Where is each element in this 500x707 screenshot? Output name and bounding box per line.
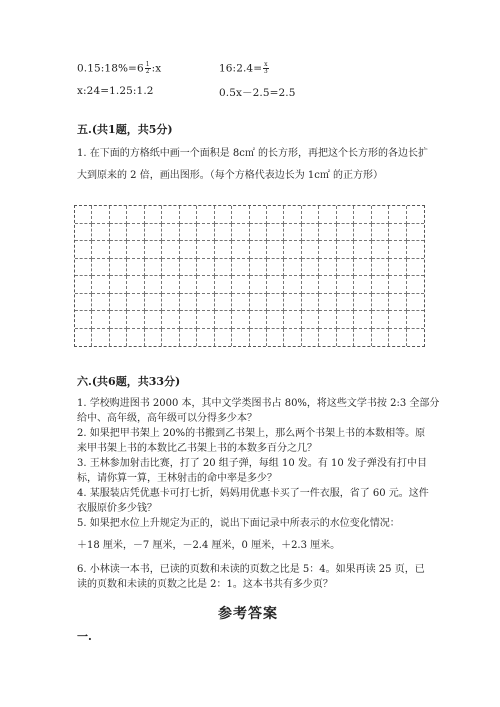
grid-cell[interactable] — [162, 259, 179, 277]
grid-cell[interactable] — [180, 311, 197, 329]
grid-cell[interactable] — [389, 259, 406, 277]
grid-cell[interactable] — [337, 329, 354, 347]
grid-cell[interactable] — [284, 259, 301, 277]
grid-cell[interactable] — [389, 276, 406, 294]
grid-cell[interactable] — [75, 329, 92, 347]
grid-cell[interactable] — [389, 206, 406, 224]
grid-cell[interactable] — [372, 224, 389, 242]
grid-cell[interactable] — [319, 276, 336, 294]
grid-cell[interactable] — [284, 224, 301, 242]
section-6-line-7: 4. 某服装店凭优惠卡可打七折，妈妈用优惠卡买了一件衣服，省了 60 元。这件 — [77, 488, 429, 499]
section-6-line-3: 2. 如果把甲书架上 20%的书搬到乙书架上，那么两个书架上书的本数相等。原 — [77, 428, 426, 439]
grid-cell[interactable] — [372, 259, 389, 277]
grid-cell[interactable] — [232, 294, 249, 312]
grid-cell[interactable] — [75, 259, 92, 277]
grid-cell[interactable] — [75, 224, 92, 242]
grid-cell[interactable] — [284, 294, 301, 312]
grid-cell[interactable] — [232, 224, 249, 242]
grid-cell[interactable] — [180, 259, 197, 277]
grid-cell[interactable] — [354, 224, 371, 242]
grid-cell[interactable] — [302, 224, 319, 242]
grid-cell[interactable] — [267, 241, 284, 259]
grid-cell[interactable] — [75, 241, 92, 259]
grid-paper[interactable] — [74, 205, 425, 347]
grid-cell[interactable] — [215, 294, 232, 312]
grid-cell[interactable] — [145, 329, 162, 347]
grid-cell[interactable] — [337, 206, 354, 224]
grid-cell[interactable] — [232, 311, 249, 329]
grid-cell[interactable] — [250, 294, 267, 312]
grid-cell[interactable] — [267, 294, 284, 312]
grid-cell[interactable] — [337, 241, 354, 259]
grid-cell[interactable] — [267, 311, 284, 329]
grid-cell[interactable] — [250, 206, 267, 224]
grid-cell[interactable] — [110, 206, 127, 224]
grid-cell[interactable] — [215, 276, 232, 294]
grid-cell[interactable] — [250, 311, 267, 329]
fraction-numerator: x — [264, 61, 268, 68]
section-6-question-6-line-1: 6. 小林读一本书，已读的页数和未读的页数之比是 5：4。如果再读 25 页，已 — [77, 564, 425, 575]
grid-cell[interactable] — [267, 206, 284, 224]
answers-title: 参考答案 — [218, 606, 278, 622]
grid-cell[interactable] — [267, 329, 284, 347]
section-6-question-6-line-2: 读的页数和未读的页数之比是 2：1。这本书共有多少页？ — [77, 579, 333, 590]
grid-cell[interactable] — [180, 276, 197, 294]
grid-cell[interactable] — [145, 259, 162, 277]
grid-cell[interactable] — [127, 294, 144, 312]
grid-cell[interactable] — [267, 276, 284, 294]
grid-cell[interactable] — [302, 241, 319, 259]
grid-cell[interactable] — [145, 276, 162, 294]
grid-cell[interactable] — [110, 259, 127, 277]
grid-cell[interactable] — [127, 206, 144, 224]
grid-cell[interactable] — [250, 224, 267, 242]
grid-cell[interactable] — [162, 241, 179, 259]
grid-cell[interactable] — [250, 276, 267, 294]
grid-cell[interactable] — [354, 206, 371, 224]
grid-cell[interactable] — [92, 329, 109, 347]
grid-cell[interactable] — [337, 311, 354, 329]
grid-cell[interactable] — [215, 259, 232, 277]
grid-cell[interactable] — [302, 329, 319, 347]
grid-cell[interactable] — [407, 276, 424, 294]
grid-cell[interactable] — [162, 294, 179, 312]
fraction-numerator: 1 — [145, 61, 150, 68]
section-6-line-6: 标，请你算一算，王林射击的命中率是多少？ — [77, 473, 277, 484]
grid-cell[interactable] — [197, 224, 214, 242]
section-6-line-5: 3. 王林参加射击比赛，打了 20 组子弹，每组 10 发。有 10 发子弹没有打中目 — [77, 458, 427, 469]
fraction-denominator: 3 — [263, 68, 268, 75]
grid-cell[interactable] — [302, 276, 319, 294]
grid-cell[interactable] — [250, 329, 267, 347]
grid-cell[interactable] — [232, 329, 249, 347]
grid-cell[interactable] — [319, 206, 336, 224]
grid-cell[interactable] — [232, 276, 249, 294]
grid-cell[interactable] — [407, 224, 424, 242]
grid-cell[interactable] — [407, 294, 424, 312]
grid-cell[interactable] — [354, 294, 371, 312]
section-6-line-8: 衣服原价多少钱？ — [77, 503, 157, 514]
grid-cell[interactable] — [92, 311, 109, 329]
grid-cell[interactable] — [407, 241, 424, 259]
grid-cell[interactable] — [197, 329, 214, 347]
grid-cell[interactable] — [92, 294, 109, 312]
grid-cell[interactable] — [250, 259, 267, 277]
grid-cell[interactable] — [215, 329, 232, 347]
grid-cell[interactable] — [407, 206, 424, 224]
grid-cell[interactable] — [110, 329, 127, 347]
grid-cell[interactable] — [354, 311, 371, 329]
grid-cell[interactable] — [127, 241, 144, 259]
grid-cell[interactable] — [127, 276, 144, 294]
grid-cell[interactable] — [372, 241, 389, 259]
grid-cell[interactable] — [180, 224, 197, 242]
grid-cell[interactable] — [267, 224, 284, 242]
grid-cell[interactable] — [354, 329, 371, 347]
grid-cell[interactable] — [162, 311, 179, 329]
grid-cell[interactable] — [302, 294, 319, 312]
grid-cell[interactable] — [197, 311, 214, 329]
equation-4: 0.5x－2.5=2.5 — [219, 87, 296, 99]
grid-cell[interactable] — [337, 224, 354, 242]
equation-2-left: 16:2.4= — [219, 62, 263, 75]
grid-cell[interactable] — [92, 224, 109, 242]
grid-cell[interactable] — [284, 329, 301, 347]
grid-cell[interactable] — [389, 241, 406, 259]
grid-cell[interactable] — [145, 294, 162, 312]
grid-cell[interactable] — [250, 241, 267, 259]
grid-cell[interactable] — [162, 206, 179, 224]
grid-cell[interactable] — [302, 206, 319, 224]
fraction-denominator: 2 — [145, 68, 150, 75]
fraction-one-half — [145, 62, 151, 75]
grid-cell[interactable] — [145, 206, 162, 224]
grid-cell[interactable] — [92, 241, 109, 259]
grid-cell[interactable] — [197, 259, 214, 277]
grid-cell[interactable] — [127, 259, 144, 277]
grid-cell[interactable] — [372, 329, 389, 347]
grid-cell[interactable] — [267, 259, 284, 277]
grid-cell[interactable] — [389, 311, 406, 329]
grid-cell[interactable] — [180, 206, 197, 224]
grid-cell[interactable] — [75, 206, 92, 224]
grid-cell[interactable] — [197, 206, 214, 224]
grid-cell[interactable] — [180, 294, 197, 312]
grid-cell[interactable] — [127, 224, 144, 242]
grid-cell[interactable] — [284, 241, 301, 259]
grid-cell[interactable] — [110, 276, 127, 294]
grid-cell[interactable] — [319, 329, 336, 347]
grid-cell[interactable] — [337, 294, 354, 312]
grid-cell[interactable] — [145, 311, 162, 329]
grid-cell[interactable] — [354, 259, 371, 277]
grid-cell[interactable] — [197, 241, 214, 259]
water-level-list: ＋18 厘米，－7 厘米，－2.4 厘米，0 厘米，＋2.3 厘米。 — [77, 540, 341, 551]
grid-cell[interactable] — [319, 224, 336, 242]
grid-cell[interactable] — [75, 276, 92, 294]
grid-cell[interactable] — [354, 276, 371, 294]
grid-cell[interactable] — [110, 311, 127, 329]
section-6-line-4: 来甲书架上书的本数比乙书架上书的本数多百分之几？ — [77, 443, 317, 454]
section-5-question-line-1: 1. 在下面的方格纸中画一个面积是 8c㎡ 的长方形，再把这个长方形的各边长扩 — [77, 148, 429, 159]
grid-cell[interactable] — [75, 311, 92, 329]
grid-cell[interactable] — [372, 294, 389, 312]
section-6-line-2: 给中、高年级，高年级可以分得多少本？ — [77, 413, 257, 424]
grid-cell[interactable] — [407, 311, 424, 329]
grid-cell[interactable] — [372, 206, 389, 224]
equation-1 — [77, 62, 161, 75]
grid-cell[interactable] — [389, 224, 406, 242]
grid-cell[interactable] — [372, 311, 389, 329]
section-6-heading: 六.(共6题，共33分) — [77, 375, 181, 388]
equation-1-right: :x — [151, 62, 162, 75]
grid-cell[interactable] — [407, 259, 424, 277]
grid-cell[interactable] — [180, 329, 197, 347]
grid-cell[interactable] — [145, 224, 162, 242]
grid-cell[interactable] — [110, 241, 127, 259]
grid-cell[interactable] — [162, 276, 179, 294]
grid-cell[interactable] — [319, 259, 336, 277]
grid-cell[interactable] — [372, 276, 389, 294]
equation-2 — [219, 62, 270, 75]
grid-cell[interactable] — [197, 276, 214, 294]
grid-cell[interactable] — [284, 276, 301, 294]
grid-cell[interactable] — [215, 206, 232, 224]
grid-cell[interactable] — [337, 259, 354, 277]
section-5-heading: 五.(共1题，共5分) — [77, 123, 173, 136]
grid-cell[interactable] — [162, 224, 179, 242]
grid-cell[interactable] — [127, 329, 144, 347]
grid-cell[interactable] — [389, 329, 406, 347]
grid-cell[interactable] — [127, 311, 144, 329]
section-6-line-9: 5. 如果把水位上升规定为正的，说出下面记录中所表示的水位变化情况： — [77, 518, 400, 529]
grid-cell[interactable] — [319, 241, 336, 259]
grid-cell[interactable] — [180, 241, 197, 259]
grid-cell[interactable] — [232, 241, 249, 259]
grid-cell[interactable] — [232, 259, 249, 277]
grid-cell[interactable] — [162, 329, 179, 347]
grid-cell[interactable] — [284, 206, 301, 224]
grid-cell[interactable] — [302, 311, 319, 329]
grid-cell[interactable] — [407, 329, 424, 347]
section-5-question-line-2: 大到原来的 2 倍，画出图形。（每个方格代表边长为 1c㎡ 的正方形） — [77, 170, 384, 181]
grid-cell[interactable] — [145, 241, 162, 259]
grid-cell[interactable] — [215, 311, 232, 329]
grid-cell[interactable] — [337, 276, 354, 294]
grid-cell[interactable] — [110, 224, 127, 242]
grid-cell[interactable] — [92, 259, 109, 277]
grid-cell[interactable] — [284, 311, 301, 329]
grid-cell[interactable] — [389, 294, 406, 312]
grid-cell[interactable] — [302, 259, 319, 277]
fraction-x-over-3 — [263, 62, 268, 75]
answers-section-1-label: 一. — [77, 630, 92, 643]
grid-cell[interactable] — [75, 294, 92, 312]
grid-cell[interactable] — [215, 241, 232, 259]
equation-3: x:24=1.25:1.2 — [77, 85, 154, 97]
grid-cell[interactable] — [110, 294, 127, 312]
grid-cell[interactable] — [92, 276, 109, 294]
grid-cell[interactable] — [232, 206, 249, 224]
grid-cell[interactable] — [354, 241, 371, 259]
equation-1-left: 0.15:18%=6 — [77, 62, 144, 75]
section-6-line-1: 1. 学校购进图书 2000 本，其中文学类图书占 80%，将这些文学书按 2:3 全部分 — [77, 398, 440, 409]
grid-cell[interactable] — [197, 294, 214, 312]
grid-cell[interactable] — [92, 206, 109, 224]
grid-cell[interactable] — [319, 294, 336, 312]
grid-cell[interactable] — [215, 224, 232, 242]
grid-cell[interactable] — [319, 311, 336, 329]
